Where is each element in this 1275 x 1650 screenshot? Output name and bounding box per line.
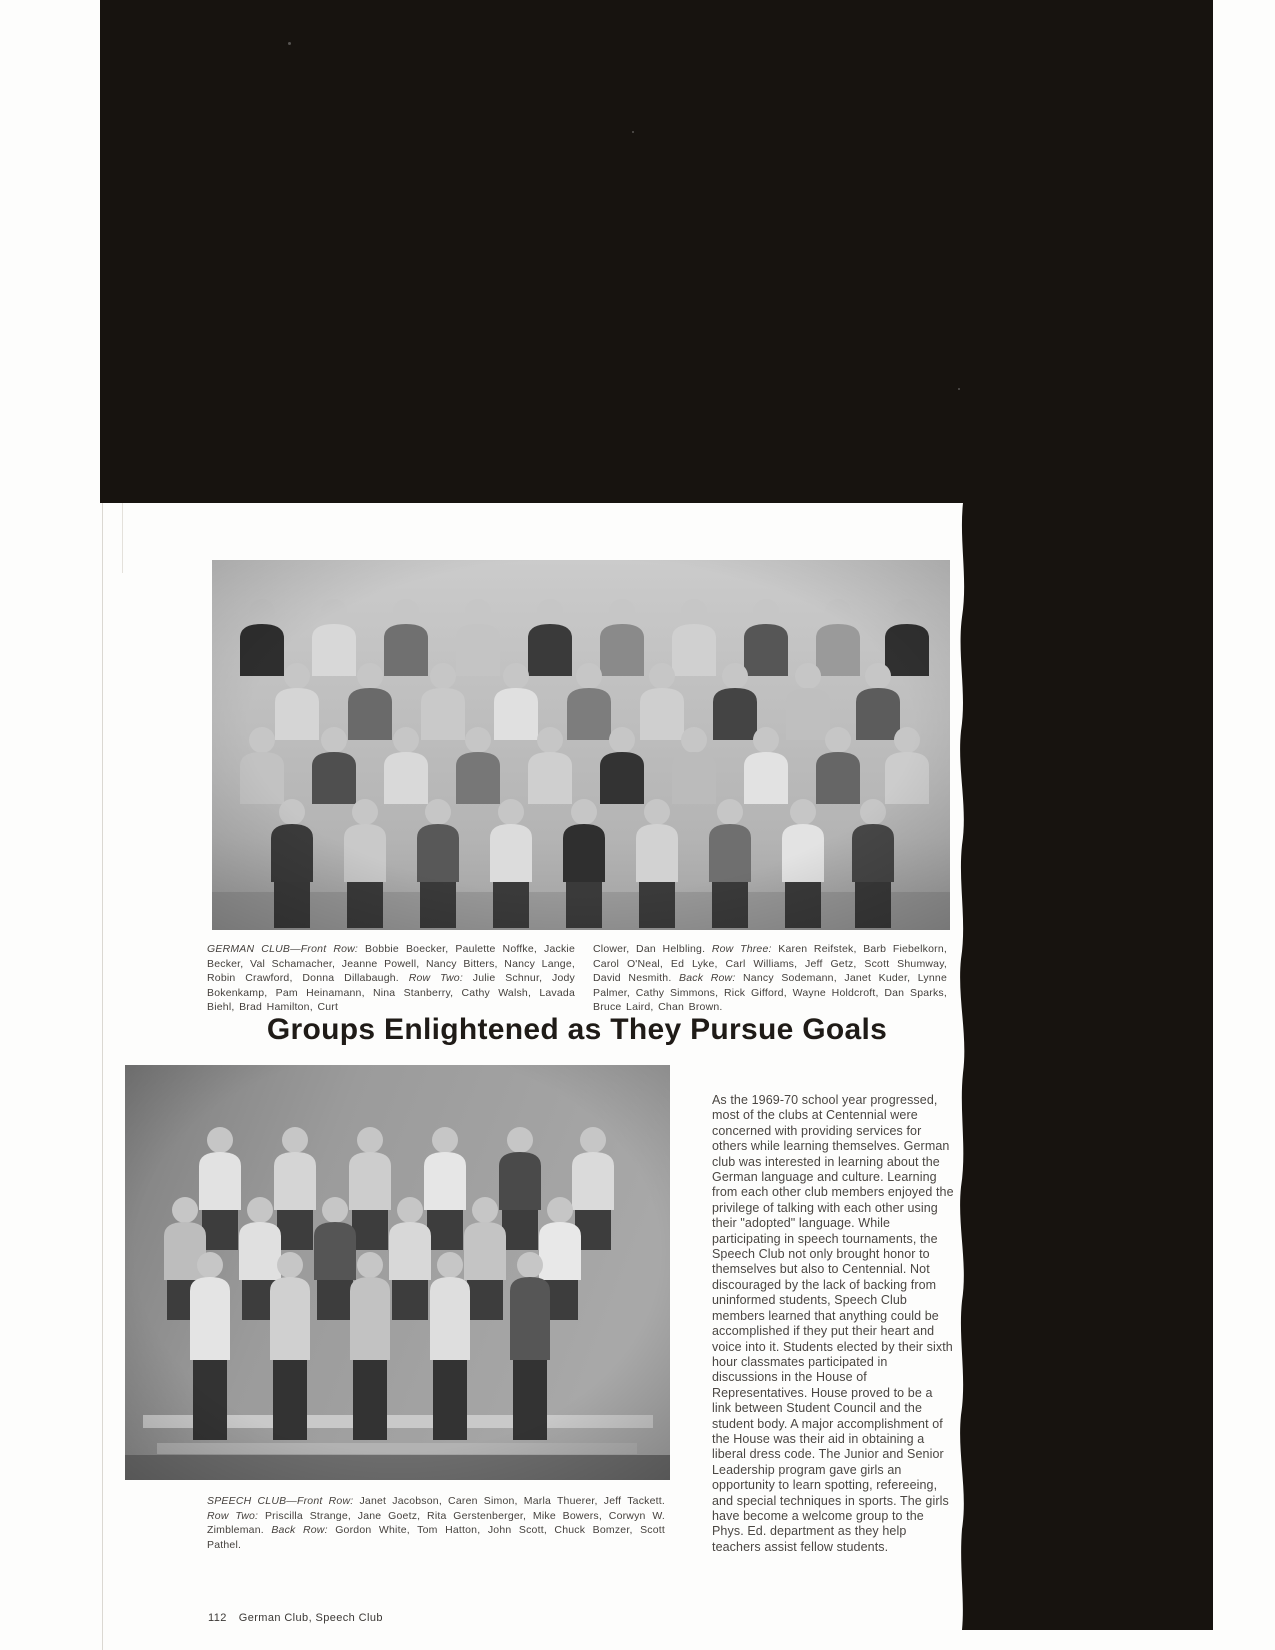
german-club-photo (212, 560, 950, 930)
dust-speck (288, 42, 291, 45)
footer-section-title: German Club, Speech Club (238, 1612, 383, 1624)
page-number: 112 (208, 1612, 227, 1624)
dust-speck (958, 388, 960, 390)
speech-club-photo (125, 1065, 670, 1480)
page-footer (208, 1612, 383, 1624)
speech-club-photo-art (125, 1065, 670, 1480)
german-club-caption (207, 942, 947, 1015)
german-caption-column-right: Clower, Dan Helbling. Row Three: Karen Reifstek, Barb Fiebelkorn, Carol O'Neal, Ed Lyke, Carl Williams, Jeff Getz, Scott Shumway, David Nesmith. Back Row: Nancy Sodemann, Janet Kuder, Lynne Palmer, Cathy Simmons, Rick Gifford, Wayne Holdcroft, Dan Sparks, Bruce Laird, Chan Brown. (593, 943, 947, 1014)
speech-club-caption: SPEECH CLUB—Front Row: Janet Jacobson, Caren Simon, Marla Thuerer, Jeff Tackett. Row Two: Priscilla Strange, Jane Goetz, Rita Gerstenberger, Mike Bowers, Corwyn W. Zimbleman. Back Row: Gordon White, Tom Hatton, John Scott, Chuck Bomzer, Scott Pathel. (207, 1495, 666, 1551)
page-headline: Groups Enlightened as They Pursue Goals (266, 1013, 888, 1046)
page-edge-shadow (122, 503, 123, 573)
german-caption-column-left: GERMAN CLUB—Front Row: Bobbie Boecker, Paulette Noffke, Jackie Becker, Val Schamacher, Jeanne Powell, Nancy Bitters, Nancy Lange, Robin Crawford, Donna Dillabaugh. Row Two: Julie Schnur, Jody Bokenkamp, Pam Heinamann, Nina Stanberry, Cathy Walsh, Lavada Biehl, Brad Hamilton, Curt (207, 943, 576, 1014)
photo-vignette (212, 560, 950, 930)
article-body: As the 1969-70 school year progressed, most of the clubs at Centennial were concerned with providing services for others while learning themselves. German club was interested in learning about the German language and culture. Learning from each other club members enjoyed the privilege of talking with each other using their "adopted" language. While participating in speech tournaments, the Speech Club not only brought honor to themselves but also to Centennial. Not discouraged by the lack of backing from uninformed students, Speech Club members learned that anything could be accomplished if they put their heart and voice into it. Students elected by their sixth hour classmates participated in discussions in the House of Representatives. House proved to be a link between Student Council and the student body. A major accomplishment of the House was their aid in obtaining a liberal dress code. The Junior and Senior Leadership program gave girls an opportunity to learn spotting, refereeing, and special techniques in sports. The girls have become a welcome group to the Phys. Ed. department as they help teachers assist fellow students. (712, 1093, 954, 1554)
scan-backdrop-right (955, 503, 1213, 1630)
german-club-photo-art (212, 560, 950, 930)
photo-vignette (125, 1065, 670, 1480)
dust-speck (632, 131, 634, 133)
scan-backdrop-top (100, 0, 1213, 503)
page-left-edge (102, 503, 103, 1650)
